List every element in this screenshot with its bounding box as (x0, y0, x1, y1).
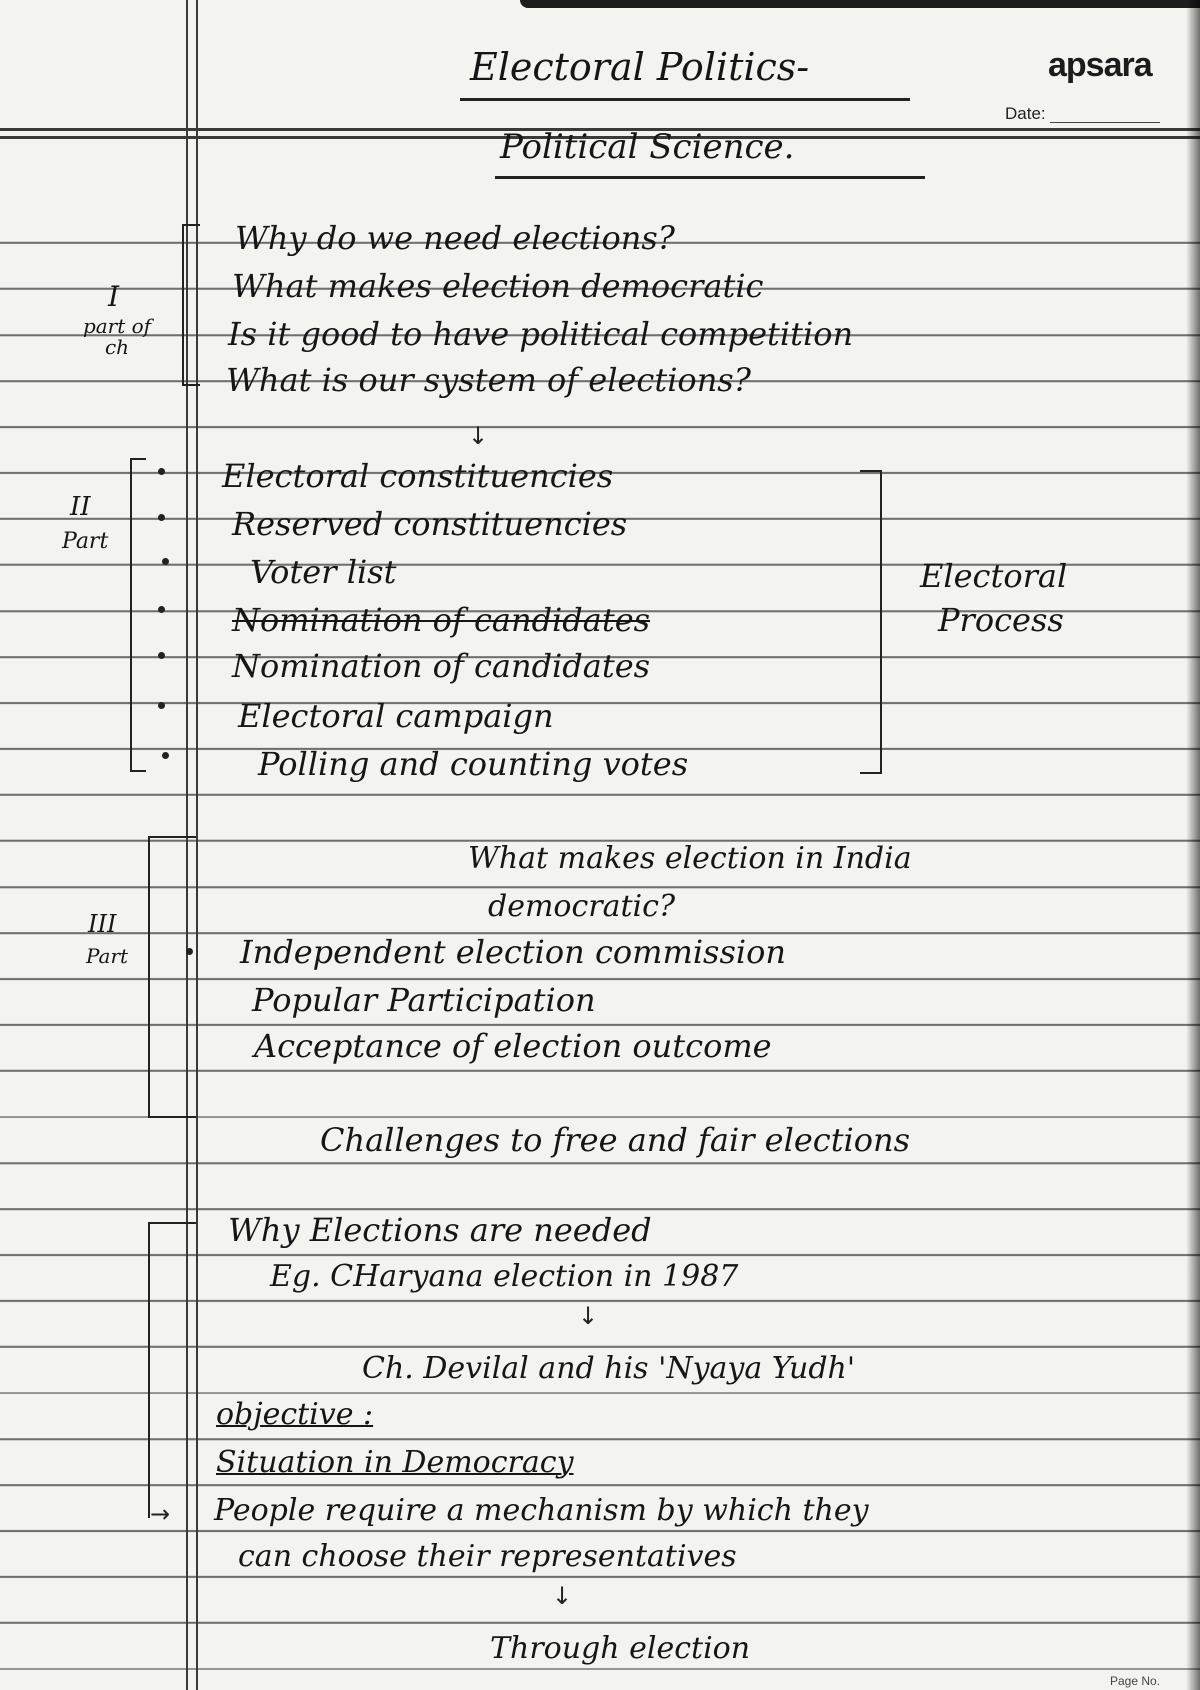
part2-item-3: Voter list (250, 553, 397, 591)
bullet-icon (158, 514, 165, 521)
part1-bracket (182, 224, 200, 386)
part2-item-2: Reserved constituencies (232, 505, 628, 543)
why-through: Through election (490, 1631, 751, 1666)
page-subtitle: Political Science. (500, 127, 795, 167)
part3-question-1: What makes election in India (468, 841, 912, 876)
bullet-icon (158, 652, 165, 659)
down-arrow-icon: ↓ (578, 1302, 599, 1330)
part2-numeral: II (70, 492, 91, 522)
why-devilal: Ch. Devilal and his 'Nyaya Yudh' (362, 1351, 856, 1386)
bullet-icon (162, 752, 169, 759)
why-heading: Why Elections are needed (228, 1211, 652, 1249)
subtitle-underline (495, 176, 925, 179)
brand-logo: apsara (1048, 46, 1152, 84)
part2-side-label-1: Electoral (920, 557, 1068, 595)
part1-line-2: What makes election democratic (232, 267, 764, 305)
part3-item-3: Acceptance of election outcome (254, 1027, 772, 1065)
why-people-line-2: can choose their representatives (238, 1539, 737, 1574)
part1-numeral: I (108, 280, 120, 313)
date-label: Date: (1005, 104, 1046, 123)
date-field-line (1050, 122, 1160, 123)
why-situation: Situation in Democracy (216, 1445, 574, 1480)
part1-line-3: Is it good to have political competition (228, 315, 854, 353)
part3-numeral: III (88, 910, 117, 938)
part1-label: part of ch (82, 314, 152, 359)
page-title: Electoral Politics- (470, 45, 810, 89)
scan-shadow-right (1186, 0, 1200, 1690)
part2-side-label-2: Process (938, 601, 1064, 639)
why-objective: objective : (216, 1397, 374, 1432)
down-arrow-icon: ↓ (468, 422, 489, 450)
part2-label: Part (62, 529, 109, 554)
part2-item-6: Electoral campaign (238, 697, 554, 735)
bullet-icon (162, 558, 169, 565)
part2-bracket-right (860, 470, 882, 774)
part3-label: Part (86, 944, 129, 968)
bullet-icon (158, 468, 165, 475)
part3-item-1: Independent election commission (240, 933, 786, 971)
right-arrow-icon: → (150, 1500, 171, 1528)
scan-shadow-top (520, 0, 1200, 8)
challenges-heading: Challenges to free and fair elections (320, 1121, 911, 1159)
part3-bracket (148, 836, 196, 1118)
why-people-line-1: People require a mechanism by which they (214, 1493, 869, 1528)
part3-item-2: Popular Participation (252, 981, 596, 1019)
title-underline (460, 98, 910, 101)
bullet-icon (158, 702, 165, 709)
part2-item-1: Electoral constituencies (222, 457, 614, 495)
part3-question-2: democratic? (488, 889, 676, 924)
part2-bracket-left (130, 458, 146, 772)
why-bracket (148, 1222, 196, 1518)
part2-item-4-struck: Nomination of candidates (232, 601, 651, 639)
bullet-icon (158, 606, 165, 613)
page-number-label: Page No. (1110, 1674, 1161, 1688)
part2-item-5: Nomination of candidates (232, 647, 651, 685)
part2-item-7: Polling and counting votes (258, 745, 689, 783)
part1-line-4: What is our system of elections? (226, 361, 751, 399)
down-arrow-icon: ↓ (552, 1582, 573, 1610)
part1-line-1: Why do we need elections? (235, 219, 675, 257)
bullet-icon (186, 948, 193, 955)
why-example: Eg. CHaryana election in 1987 (270, 1259, 739, 1294)
